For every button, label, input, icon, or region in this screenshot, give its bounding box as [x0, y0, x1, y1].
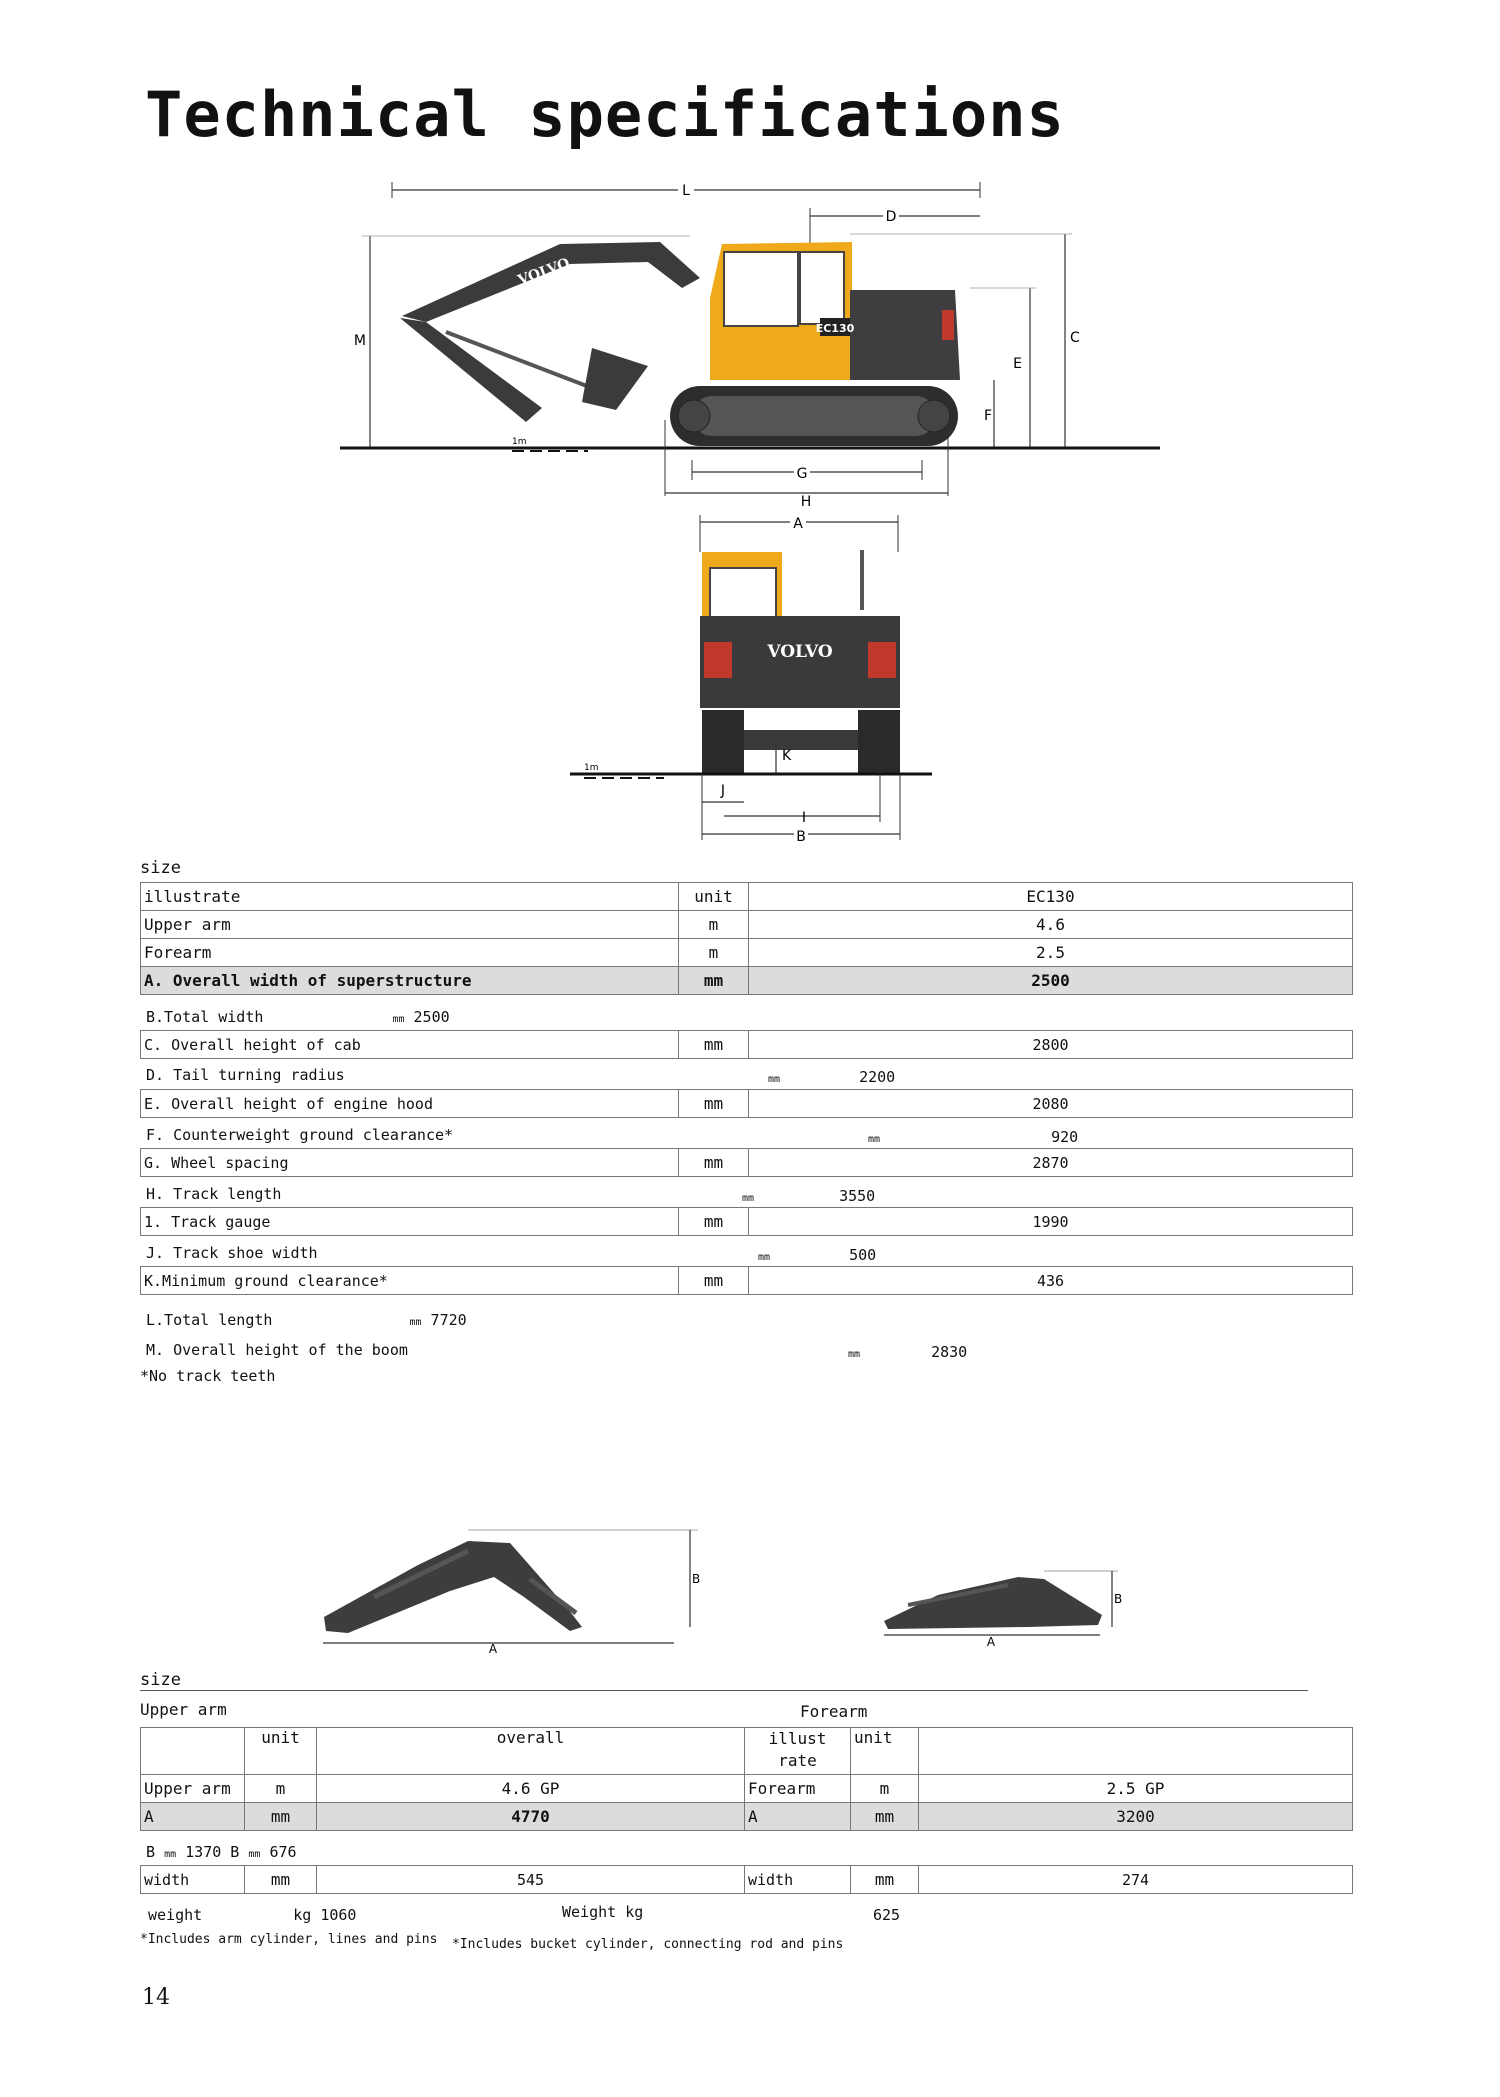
spec-row-G: [140, 1148, 1353, 1177]
excavator-rear-view-diagram: [560, 512, 940, 842]
line-label: E. Overall height of engine hood: [141, 1090, 679, 1118]
arm-line-weight-fore: [562, 1903, 643, 1921]
arm-row-width: [140, 1865, 1353, 1894]
dim-label-B: B: [796, 829, 806, 842]
upper-arm-dim-A: A: [488, 1642, 498, 1655]
row-unit: m: [679, 939, 749, 967]
line-value: 1060: [320, 1906, 357, 1924]
line-label: K.Minimum ground clearance*: [141, 1267, 679, 1295]
model-label: EC130: [815, 322, 855, 335]
line-unit: mm: [679, 1267, 749, 1295]
arm-weight-fore-value: 625: [873, 1906, 901, 1924]
line-label: B.Total width: [146, 1008, 264, 1026]
spec-row-C: [140, 1030, 1353, 1059]
row-value: 4770: [317, 1803, 745, 1831]
dim-label-A: A: [793, 516, 803, 532]
row-unit: m: [679, 911, 749, 939]
table-row: [141, 1775, 1353, 1803]
header-unit-2: unit: [851, 1728, 919, 1775]
line-unit: mm: [742, 1193, 755, 1204]
row-label: A: [141, 1803, 245, 1831]
table-row: [141, 1803, 1353, 1831]
scale-label: 1m: [512, 437, 527, 447]
line-label: D. Tail turning radius: [146, 1066, 345, 1084]
row-label: A. Overall width of superstructure: [141, 967, 679, 995]
table-row: [141, 967, 1353, 995]
header-illustrate: illustrate: [141, 883, 679, 911]
table-header-row: [141, 883, 1353, 911]
line-unit: mm: [848, 1349, 861, 1360]
page-number: 14: [142, 1985, 170, 2010]
line-unit: mm: [679, 1090, 749, 1118]
dim-label-D: D: [885, 209, 897, 225]
header-cell: [141, 1728, 245, 1775]
line-value: 2870: [749, 1149, 1353, 1177]
line-label: B: [230, 1843, 240, 1861]
line-value: 3550: [839, 1187, 876, 1205]
line-value: 2800: [749, 1031, 1353, 1059]
footnote-forearm: *Includes bucket cylinder, connecting rod and pins: [452, 1937, 844, 1952]
footnote-arm: *Includes arm cylinder, lines and pins: [140, 1932, 438, 1947]
dim-label-F: F: [983, 408, 993, 424]
line-value: 7720: [430, 1311, 467, 1329]
line-F-unit-value: [868, 1128, 1078, 1146]
line-unit: mm: [758, 1252, 771, 1263]
line-value: 2500: [413, 1008, 450, 1026]
line-unit: mm: [164, 1849, 177, 1860]
rear-scale-label: 1m: [584, 763, 599, 773]
table2-caption: size: [140, 1670, 181, 1690]
line-label: Weight: [562, 1903, 617, 1921]
dim-label-K: K: [782, 748, 792, 764]
line-unit: mm: [409, 1317, 422, 1328]
line-D-unit-value: [768, 1068, 895, 1086]
line-unit: kg: [293, 1906, 312, 1924]
spec-line-D: [146, 1066, 345, 1084]
line-unit: mm: [868, 1134, 881, 1145]
line-label: B: [146, 1843, 156, 1861]
header-cell: [919, 1728, 1353, 1775]
dim-label-I: I: [801, 810, 807, 826]
dim-label-G: G: [796, 466, 808, 482]
line-label: 1. Track gauge: [141, 1208, 679, 1236]
forearm-title: Forearm: [800, 1702, 868, 1721]
spec-row-K: [140, 1266, 1353, 1295]
line-unit: mm: [679, 1149, 749, 1177]
arm-line-B: [146, 1843, 297, 1861]
excavator-side-view-diagram: [330, 170, 1170, 510]
table-header-row: [141, 1728, 1353, 1775]
line-label: weight: [148, 1906, 203, 1924]
dim-label-H: H: [800, 494, 812, 510]
boom-brand-text: VOLVO: [515, 255, 572, 289]
arm-line-weight-upper: [148, 1906, 356, 1924]
line-unit: mm: [679, 1208, 749, 1236]
line-unit: mm: [768, 1074, 781, 1085]
row-value: 3200: [919, 1803, 1353, 1831]
table-row: [141, 911, 1353, 939]
dim-label-L: L: [682, 183, 690, 199]
upper-arm-diagram: [318, 1525, 708, 1655]
upper-arm-dim-B: B: [692, 1572, 701, 1586]
spec-table: [140, 882, 1353, 995]
line-value: 1370: [185, 1843, 222, 1861]
spec-line-M: [146, 1341, 408, 1359]
line-value: 500: [849, 1246, 877, 1264]
line-value: 676: [269, 1843, 297, 1861]
forearm-dim-B: B: [1114, 1592, 1123, 1606]
upper-arm-title: Upper arm: [140, 1700, 227, 1719]
row-value: 4.6: [749, 911, 1353, 939]
line-unit: kg: [625, 1903, 644, 1921]
row-value: 274: [919, 1866, 1353, 1894]
row-label: Forearm: [141, 939, 679, 967]
row-value: 4.6 GP: [317, 1775, 745, 1803]
line-M-unit-value: [848, 1343, 967, 1361]
row-unit: m: [851, 1775, 919, 1803]
row-unit: m: [245, 1775, 317, 1803]
forearm-dim-A: A: [986, 1635, 996, 1649]
header-illust-rate: illust rate: [745, 1728, 851, 1775]
row-label: Upper arm: [141, 1775, 245, 1803]
line-value: 2200: [859, 1068, 896, 1086]
table1-caption: size: [140, 858, 181, 878]
line-value: 2080: [749, 1090, 1353, 1118]
row-unit: mm: [245, 1803, 317, 1831]
line-label: M. Overall height of the boom: [146, 1341, 408, 1359]
row-unit: mm: [679, 967, 749, 995]
forearm-diagram: [878, 1565, 1128, 1650]
row-unit: mm: [851, 1803, 919, 1831]
spec-line-H: [146, 1185, 281, 1203]
row-unit: mm: [851, 1866, 919, 1894]
line-value: 920: [1051, 1128, 1079, 1146]
row-label: width: [141, 1866, 245, 1894]
line-H-unit-value: [742, 1187, 875, 1205]
line-J-unit-value: [758, 1246, 876, 1264]
header-model: EC130: [749, 883, 1353, 911]
page-title: Technical specifications: [145, 78, 1065, 151]
row-label: Upper arm: [141, 911, 679, 939]
spec-line-F: [146, 1126, 453, 1144]
line-value: 436: [749, 1267, 1353, 1295]
table1-footnote: *No track teeth: [140, 1367, 276, 1385]
header-unit: unit: [245, 1728, 317, 1775]
line-unit: mm: [679, 1031, 749, 1059]
dim-label-E: E: [1013, 356, 1022, 372]
spec-line-J: [146, 1244, 318, 1262]
spec-row-E: [140, 1089, 1353, 1118]
line-label: C. Overall height of cab: [141, 1031, 679, 1059]
row-value: 2.5 GP: [919, 1775, 1353, 1803]
row-unit: mm: [245, 1866, 317, 1894]
line-label: F. Counterweight ground clearance*: [146, 1126, 454, 1144]
row-label: Forearm: [745, 1775, 851, 1803]
line-label: H. Track length: [146, 1185, 282, 1203]
line-label: J. Track shoe width: [146, 1244, 318, 1262]
line-value: 1990: [749, 1208, 1353, 1236]
row-label: A: [745, 1803, 851, 1831]
rear-brand-text: VOLVO: [767, 642, 833, 662]
row-label: width: [745, 1866, 851, 1894]
line-value: 2830: [931, 1343, 968, 1361]
dim-label-C: C: [1070, 330, 1080, 346]
row-value: 545: [317, 1866, 745, 1894]
line-label: L.Total length: [146, 1311, 273, 1329]
line-unit: mm: [392, 1014, 405, 1025]
header-unit: unit: [679, 883, 749, 911]
header-overall: overall: [317, 1728, 745, 1775]
line-label: G. Wheel spacing: [141, 1149, 679, 1177]
spec-line-B: [146, 1008, 450, 1026]
line-unit: mm: [248, 1849, 261, 1860]
row-value: 2.5: [749, 939, 1353, 967]
table-row: [141, 939, 1353, 967]
dim-label-M: M: [353, 333, 366, 349]
dim-label-J: J: [720, 783, 726, 799]
spec-row-I: [140, 1207, 1353, 1236]
arm-spec-table: [140, 1727, 1353, 1831]
row-value: 2500: [749, 967, 1353, 995]
spec-line-L: [146, 1311, 467, 1329]
caption-divider: [140, 1690, 1308, 1691]
